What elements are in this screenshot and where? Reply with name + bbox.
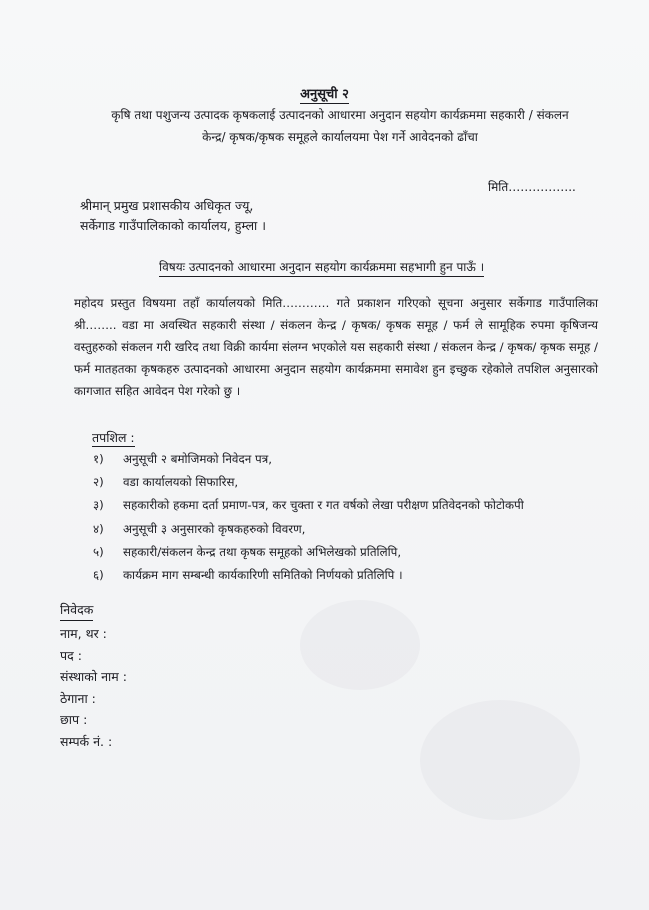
form-heading-line: केन्द्र/ कृषक/कृषक समूहले कार्यालयमा पेश गर्ने आवेदनको ढाँचा [202, 130, 478, 144]
list-item-number: ३) [93, 498, 104, 513]
list-item-text: कार्यक्रम माग सम्बन्धी कार्यकारिणी समितिको निर्णयको प्रतिलिपि । [123, 567, 403, 582]
list-item-number: २) [93, 475, 104, 490]
attachments-heading: तपशिल : [92, 430, 135, 445]
paper-smudge [300, 600, 420, 690]
applicant-field-name: नाम, थर : [60, 626, 107, 641]
applicant-field-post: पद : [60, 647, 82, 663]
form-heading-line: कृषि तथा पशुजन्य उत्पादक कृषकलाई उत्पादनको आधारमा अनुदान सहयोग कार्यक्रममा सहकारी / संकलन [111, 108, 569, 122]
applicant-field-contact: सम्पर्क नं. : [60, 733, 113, 749]
applicant-field-address: ठेगाना : [60, 690, 96, 706]
list-item-text: सहकारी/संकलन केन्द्र तथा कृषक समूहको अभिलेखको प्रतिलिपि, [123, 544, 402, 559]
list-item-text: अनुसूची २ बमोजिमको निवेदन पत्र, [123, 452, 272, 466]
applicant-block [60, 600, 127, 753]
addressee-name: श्रीमान् प्रमुख प्रशासकीय अधिकृत ज्यू, [80, 198, 254, 213]
list-item-text: वडा कार्यालयको सिफारिस, [123, 475, 239, 490]
list-item-text: अनुसूची ३ अनुसारको कृषकहरुको विवरण, [123, 521, 306, 536]
addressee-office: सर्केगाड गाउँपालिकाको कार्यालय, हुम्ला । [80, 218, 266, 233]
applicant-field-organization: संस्थाको नाम : [60, 669, 127, 685]
date-field: मिति…………….. [488, 180, 576, 194]
list-item-number: ६) [93, 567, 104, 582]
form-heading [80, 104, 600, 148]
list-item [93, 494, 613, 517]
list-item-number: १) [93, 452, 104, 466]
list-item-number: ५) [93, 544, 104, 559]
list-item [93, 448, 613, 471]
list-item [93, 471, 613, 494]
applicant-field-stamp: छाप : [60, 712, 88, 728]
applicant-heading: निवेदक [60, 600, 93, 621]
addressee-block [80, 196, 266, 236]
list-item [93, 564, 613, 587]
document-title: अनुसूची २ [300, 87, 349, 102]
attachments-list [93, 448, 613, 587]
subject-line: विषयः उत्पादनको आधारमा अनुदान सहयोग कार्यक्रममा सहभागी हुन पाऊँ । [159, 258, 484, 277]
list-item-text: सहकारीको हकमा दर्ता प्रमाण-पत्र, कर चुक्ता र गत वर्षको लेखा परीक्षण प्रतिवेदनको फोटोकपी [123, 498, 524, 513]
body-paragraph: महोदय प्रस्तुत विषयमा तहाँ कार्यालयको मिति………… गते प्रकाशन गरिएको सूचना अनुसार सर्केगाड गाउँपालिका श्री…….. वडा मा अवस्थित सहकारी संस्था / संकलन केन्द्र / कृषक/ कृषक समूह / फर्म ले सामूहिक रुपमा कृषिजन्य वस्तुहरुको संकलन गरी खरिद तथा विक्री कार्यमा संलग्न भएकोले यस सहकारी संस्था / संकलन केन्द्र / कृषक/ कृषक समूह / फर्म मातहतका कृषकहरु उत्पादनको आधारमा अनुदान सहयोग कार्यक्रममा समावेश हुन इच्छुक रहेकोले तपशिल अनुसारको कागजात सहित आवेदन पेश गरेको छु । [74, 296, 598, 398]
list-item [93, 518, 613, 541]
paper-smudge [420, 700, 580, 820]
list-item [93, 541, 613, 564]
list-item-number: ४) [93, 521, 104, 536]
